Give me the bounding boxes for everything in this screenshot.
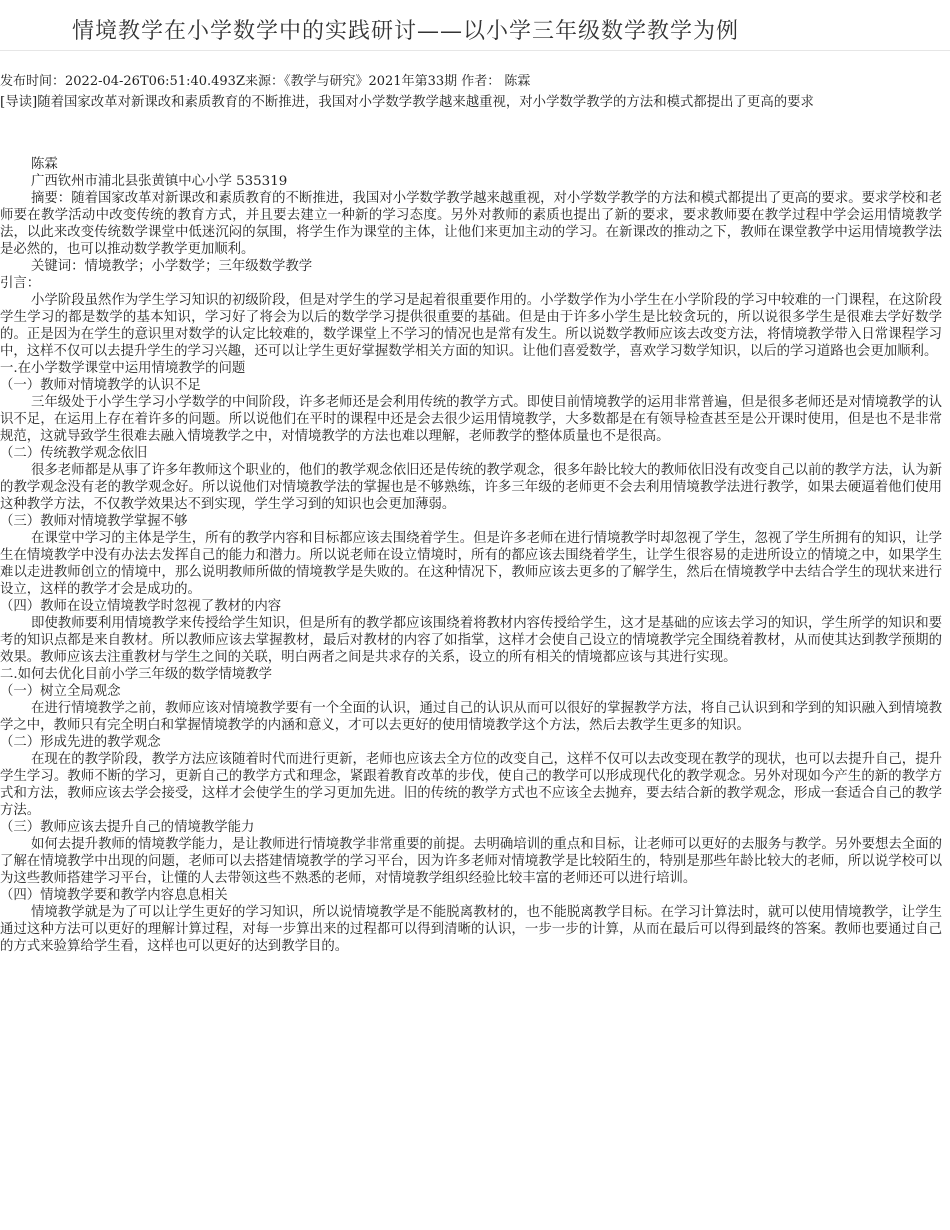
paragraph-1-3: 在课堂中学习的主体是学生，所有的教学内容和目标都应该去围绕着学生。但是许多老师在进行情境教学时却忽视了学生，忽视了学生所拥有的知识，让学生在情境教学中没有办法去发挥自己的能力和潜力。所以说老师在设立情境时，所有的都应该去围绕着学生，让学生很容易的走进所设立的情境之中，如果学生难以走进教师创立的情境中，那么说明教师所做的情境教学是失败的。在这种情况下，教师应该去更多的了解学生，然后在情境教学中去结合学生的现状来进行设立，这样的教学才会是成功的。 (0, 531, 942, 597)
article-body (0, 156, 942, 955)
abstract: 摘要：随着国家改革对新课改和素质教育的不断推进，我国对小学数学教学越来越重视，对小学数学教学的方法和模式都提出了更高的要求。要求学校和老师要在教学活动中改变传统的教育方式，并且要去建立一种新的学习态度。另外对教师的素质也提出了新的要求，要求教师要在教学过程中学会运用情境教学法，以此来改变传统数学课堂中低迷沉闷的氛围，将学生作为课堂的主体，让他们来更加主动的学习。在新课改的推动之下，教师在课堂教学中运用情境教学法是必然的，也可以推动数学教学更加顺利。 (0, 191, 942, 257)
subsection-1-4-heading: （四）教师在设立情境教学时忽视了教材的内容 (0, 599, 282, 614)
keywords: 关键词：情境教学；小学数学；三年级数学教学 (31, 259, 313, 274)
page-title: 情境教学在小学数学中的实践研讨——以小学三年级数学教学为例 (72, 19, 740, 44)
section-2-heading: 二.如何去优化目前小学三年级的数学情境教学 (0, 667, 273, 682)
author-name: 陈霖 (31, 157, 58, 172)
subsection-1-2-heading: （二）传统教学观念依旧 (0, 446, 148, 461)
paragraph-2-1: 在进行情境教学之前，教师应该对情境教学要有一个全面的认识，通过自己的认识从而可以很好的掌握教学方法，将自己认识到和学到的知识融入到情境教学之中，教师只有完全明白和掌握情境教学的内涵和意义，才可以去更好的使用情境教学这个方法，然后去教学生更多的知识。 (0, 701, 942, 733)
intro-heading: 引言： (0, 276, 41, 291)
section-1-heading: 一.在小学数学课堂中运用情境教学的问题 (0, 361, 246, 376)
subsection-2-1-heading: （一）树立全局观念 (0, 684, 121, 699)
subsection-1-3-heading: （三）教师对情境教学掌握不够 (0, 514, 188, 529)
publish-meta: 发布时间：2022-04-26T06:51:40.493Z来源：《教学与研究》2021年第33期 作者： 陈霖 (0, 74, 531, 89)
subsection-1-1-heading: （一）教师对情境教学的认识不足 (0, 378, 201, 393)
paragraph-1-4: 即使教师要利用情境教学来传授给学生知识，但是所有的教学都应该围绕着将教材内容传授给学生，这才是基础的应该去学习的知识，学生所学的知识和要考的知识点都是来自教材。所以教师应该去掌握教材，最后对教材的内容了如指掌，这样才会使自己设立的情境教学完全围绕着教材，从而使其达到教学预期的效果。教师应该去注重教材与学生之间的关联，明白两者之间是共求存的关系，设立的所有相关的情境都应该与其进行实现。 (0, 616, 942, 665)
title-divider (0, 50, 950, 51)
intro-paragraph: 小学阶段虽然作为学生学习知识的初级阶段，但是对学生的学习是起着很重要作用的。小学数学作为小学生在小学阶段的学习中较难的一门课程，在这阶段学生学习的都是数学的基本知识，学习好了将会为以后的数学学习提供很重要的基础。但是由于许多小学生是比较贪玩的，所以说很多学生是很难去学好数学的。正是因为在学生的意识里对数学的认定比较难的，数学课堂上不学习的情况也是常有发生。所以说数学教师应该去改变方法，将情境教学带入日常课程学习中，这样不仅可以去提升学生的学习兴趣，还可以让学生更好掌握数学相关方面的知识。让他们喜爱数学，喜欢学习数学知识，以后的学习道路也会更加顺利。 (0, 293, 942, 359)
author-affiliation: 广西钦州市浦北县张黄镇中心小学 535319 (31, 174, 288, 189)
subsection-2-4-heading: （四）情境教学要和教学内容息息相关 (0, 888, 228, 903)
paragraph-1-2: 很多老师都是从事了许多年教师这个职业的，他们的教学观念依旧还是传统的教学观念，很多年龄比较大的教师依旧没有改变自己以前的教学方法，认为新的教学观念没有老的教学观念好。所以说他们对情境教学法的掌握也是不够熟练，许多三年级的老师更不会去利用情境教学法进行教学，如果去硬逼着他们使用这种教学方法，不仅教学效果达不到实现，学生学习到的知识也会更加薄弱。 (0, 463, 942, 512)
subsection-2-3-heading: （三）教师应该去提升自己的情境教学能力 (0, 820, 255, 835)
paragraph-1-1: 三年级处于小学生学习小学数学的中间阶段，许多老师还是会利用传统的教学方式。即使目前情境教学的运用非常普遍，但是很多老师还是对情境教学的认识不足，在运用上存在着许多的问题。所以说他们在平时的课程中还是会去很少运用情境教学，大多数都是在有领导检查甚至是公开课时使用，但是也不是非常规范，这就导致学生很难去融入情境教学之中，对情境教学的方法也难以理解，老师教学的整体质量也不是很高。 (0, 395, 942, 444)
subsection-2-2-heading: （二）形成先进的教学观念 (0, 735, 161, 750)
paragraph-2-4: 情境教学就是为了可以让学生更好的学习知识，所以说情境教学是不能脱离教材的，也不能脱离教学目标。在学习计算法时，就可以使用情境教学，让学生通过这种方法可以更好的理解计算过程，对每一步算出来的过程都可以得到清晰的认识，一步一步的计算，从而在最后可以得到最终的答案。教师也要通过自己的方式来验算给学生看，这样也可以更好的达到教学目的。 (0, 905, 942, 954)
paragraph-2-2: 在现在的教学阶段，教学方法应该随着时代而进行更新，老师也应该去全方位的改变自己，这样不仅可以去改变现在教学的现状，也可以去提升自己，提升学生学习。教师不断的学习，更新自己的教学方式和理念，紧跟着教育改革的步伐，使自己的教学可以形成现代化的教学观念。另外对现如今产生的新的教学方式和方法，教师应该去学会接受，这样才会使学生的学习更加先进。旧的传统的教学方式也不应该全去抛弃，要去结合新的教学观念，形成一套适合自己的教学方法。 (0, 752, 942, 818)
paragraph-2-3: 如何去提升教师的情境教学能力，是让教师进行情境教学非常重要的前提。去明确培训的重点和目标，让老师可以更好的去服务与教学。另外要想去全面的了解在情境教学中出现的问题，老师可以去搭建情境教学的学习平台，因为许多老师对情境教学是比较陌生的，特别是那些年龄比较大的老师，所以说学校可以为这些教师搭建学习平台，让懂的人去带领这些不熟悉的老师，对情境教学组织经验比较丰富的老师还可以进行培训。 (0, 837, 942, 886)
lead-summary: [导读]随着国家改革对新课改和素质教育的不断推进，我国对小学数学教学越来越重视，对小学数学教学的方法和模式都提出了更高的要求 (0, 95, 814, 110)
